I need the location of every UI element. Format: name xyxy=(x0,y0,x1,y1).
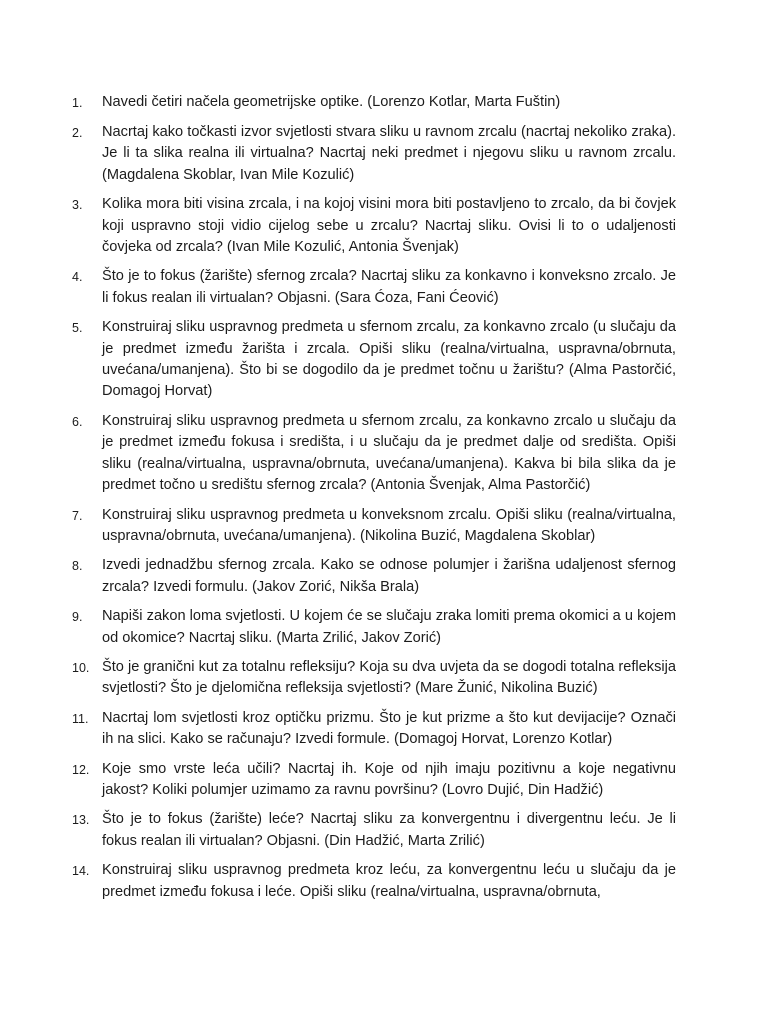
question-text: Konstruiraj sliku uspravnog predmeta u konveksnom zrcalu. Opiši sliku (realna/virtualna, uspravna/obrnuta, uvećana/umanjena). (Nikolina Buzić, Magdalena Skoblar) xyxy=(102,506,676,544)
question-item xyxy=(72,606,676,649)
question-list xyxy=(72,92,676,911)
question-text: Kolika mora biti visina zrcala, i na kojoj visini mora biti postavljeno to zrcalo, da bi čovjek koji uspravno stoji vidio cijelog sebe u zrcalu? Nacrtaj sliku. Ovisi li to o udaljenosti čovjeka od zrcala? (Ivan Mile Kozulić, Antonia Švenjak) xyxy=(102,196,676,256)
question-number: 11. xyxy=(72,711,89,726)
question-item xyxy=(72,317,676,403)
question-number: 4. xyxy=(72,270,83,285)
question-item xyxy=(72,122,676,186)
question-text: Konstruiraj sliku uspravnog predmeta u sfernom zrcalu, za konkavno zrcalo u slučaju da je predmet između fokusa i središta, i u slučaju da je predmet dalje od središta. Opiši sliku (realna/virtualna, uspravna/obrnuta, uvećana/umanjena). Kakva bi bila slika da je predmet točno u središtu sfernog zrcala? (Antonia Švenjak, Alma Pastorčić) xyxy=(102,412,676,494)
question-text: Što je granični kut za totalnu refleksiju? Koja su dva uvjeta da se dogodi totalna refleksija svjetlosti? Što je djelomična refleksija svjetlosti? (Mare Žunić, Nikolina Buzić) xyxy=(102,658,676,697)
question-number: 1. xyxy=(72,96,83,110)
question-number: 3. xyxy=(72,198,83,213)
question-item xyxy=(72,555,676,598)
question-item xyxy=(72,505,676,548)
question-text: Konstruiraj sliku uspravnog predmeta kroz leću, za konvergentnu leću u slučaju da je predmet između fokusa i leće. Opiši sliku (realna/virtualna, uspravna/obrnuta, xyxy=(102,862,676,900)
question-text: Nacrtaj kako točkasti izvor svjetlosti stvara sliku u ravnom zrcalu (nacrtaj nekoliko zraka). Je li ta slika realna ili virtualna? Nacrtaj neki predmet i njegovu sliku u ravnom zrcalu. (Magdalena Skoblar, Ivan Mile Kozulić) xyxy=(102,124,676,183)
question-item xyxy=(72,657,676,700)
question-number: 12. xyxy=(72,762,90,777)
question-number: 13. xyxy=(72,813,90,828)
question-text: Koje smo vrste leća učili? Nacrtaj ih. Koje od njih imaju pozitivnu a koje negativnu jakost? Koliki polumjer uzimamo za ravnu površinu? (Lovro Dujić, Din Hadžić) xyxy=(102,760,676,798)
question-text: Nacrtaj lom svjetlosti kroz optičku prizmu. Što je kut prizme a što kut devijacije? Označi ih na slici. Kako se računaju? Izvedi formule. (Domagoj Horvat, Lorenzo Kotlar) xyxy=(102,709,676,748)
question-number: 10. xyxy=(72,660,90,675)
question-item xyxy=(72,92,676,114)
question-number: 8. xyxy=(72,559,83,574)
question-item xyxy=(72,194,676,258)
question-text: Navedi četiri načela geometrijske optike. (Lorenzo Kotlar, Marta Fuštin) xyxy=(102,94,561,110)
question-text: Što je to fokus (žarište) leće? Nacrtaj sliku za konvergentnu i divergentnu leću. Je li fokus realan ili virtualan? Objasni. (Din Hadžić, Marta Zrilić) xyxy=(102,811,676,849)
question-text: Konstruiraj sliku uspravnog predmeta u sfernom zrcalu, za konkavno zrcalo (u slučaju da je predmet između žarišta i zrcala. Opiši sliku (realna/virtualna, uspravna/obrnuta, uvećana/umanjena). Što bi se dogodilo da je predmet točnu u žarištu? (Alma Pastorčić, Domagoj Horvat) xyxy=(102,319,676,400)
question-item xyxy=(72,809,676,852)
question-number: 6. xyxy=(72,414,83,429)
question-number: 7. xyxy=(72,508,83,523)
question-text: Napiši zakon loma svjetlosti. U kojem će se slučaju zraka lomiti prema okomici a u kojem od okomice? Nacrtaj sliku. (Marta Zrilić, Jakov Zorić) xyxy=(102,608,676,646)
question-number: 9. xyxy=(72,610,83,625)
question-item xyxy=(72,759,676,802)
question-number: 5. xyxy=(72,321,83,336)
question-item xyxy=(72,266,676,309)
question-item xyxy=(72,411,676,497)
question-number: 2. xyxy=(72,126,83,140)
question-text: Izvedi jednadžbu sfernog zrcala. Kako se odnose polumjer i žarišna udaljenost sfernog zrcala? Izvedi formulu. (Jakov Zorić, Nikša Brala) xyxy=(102,557,676,595)
question-item xyxy=(72,708,676,751)
question-number: 14. xyxy=(72,864,90,879)
question-item xyxy=(72,860,676,903)
question-text: Što je to fokus (žarište) sfernog zrcala? Nacrtaj sliku za konkavno i konveksno zrcalo. Je li fokus realan ili virtualan? Objasni. (Sara Ćoza, Fani Ćeović) xyxy=(102,268,676,306)
